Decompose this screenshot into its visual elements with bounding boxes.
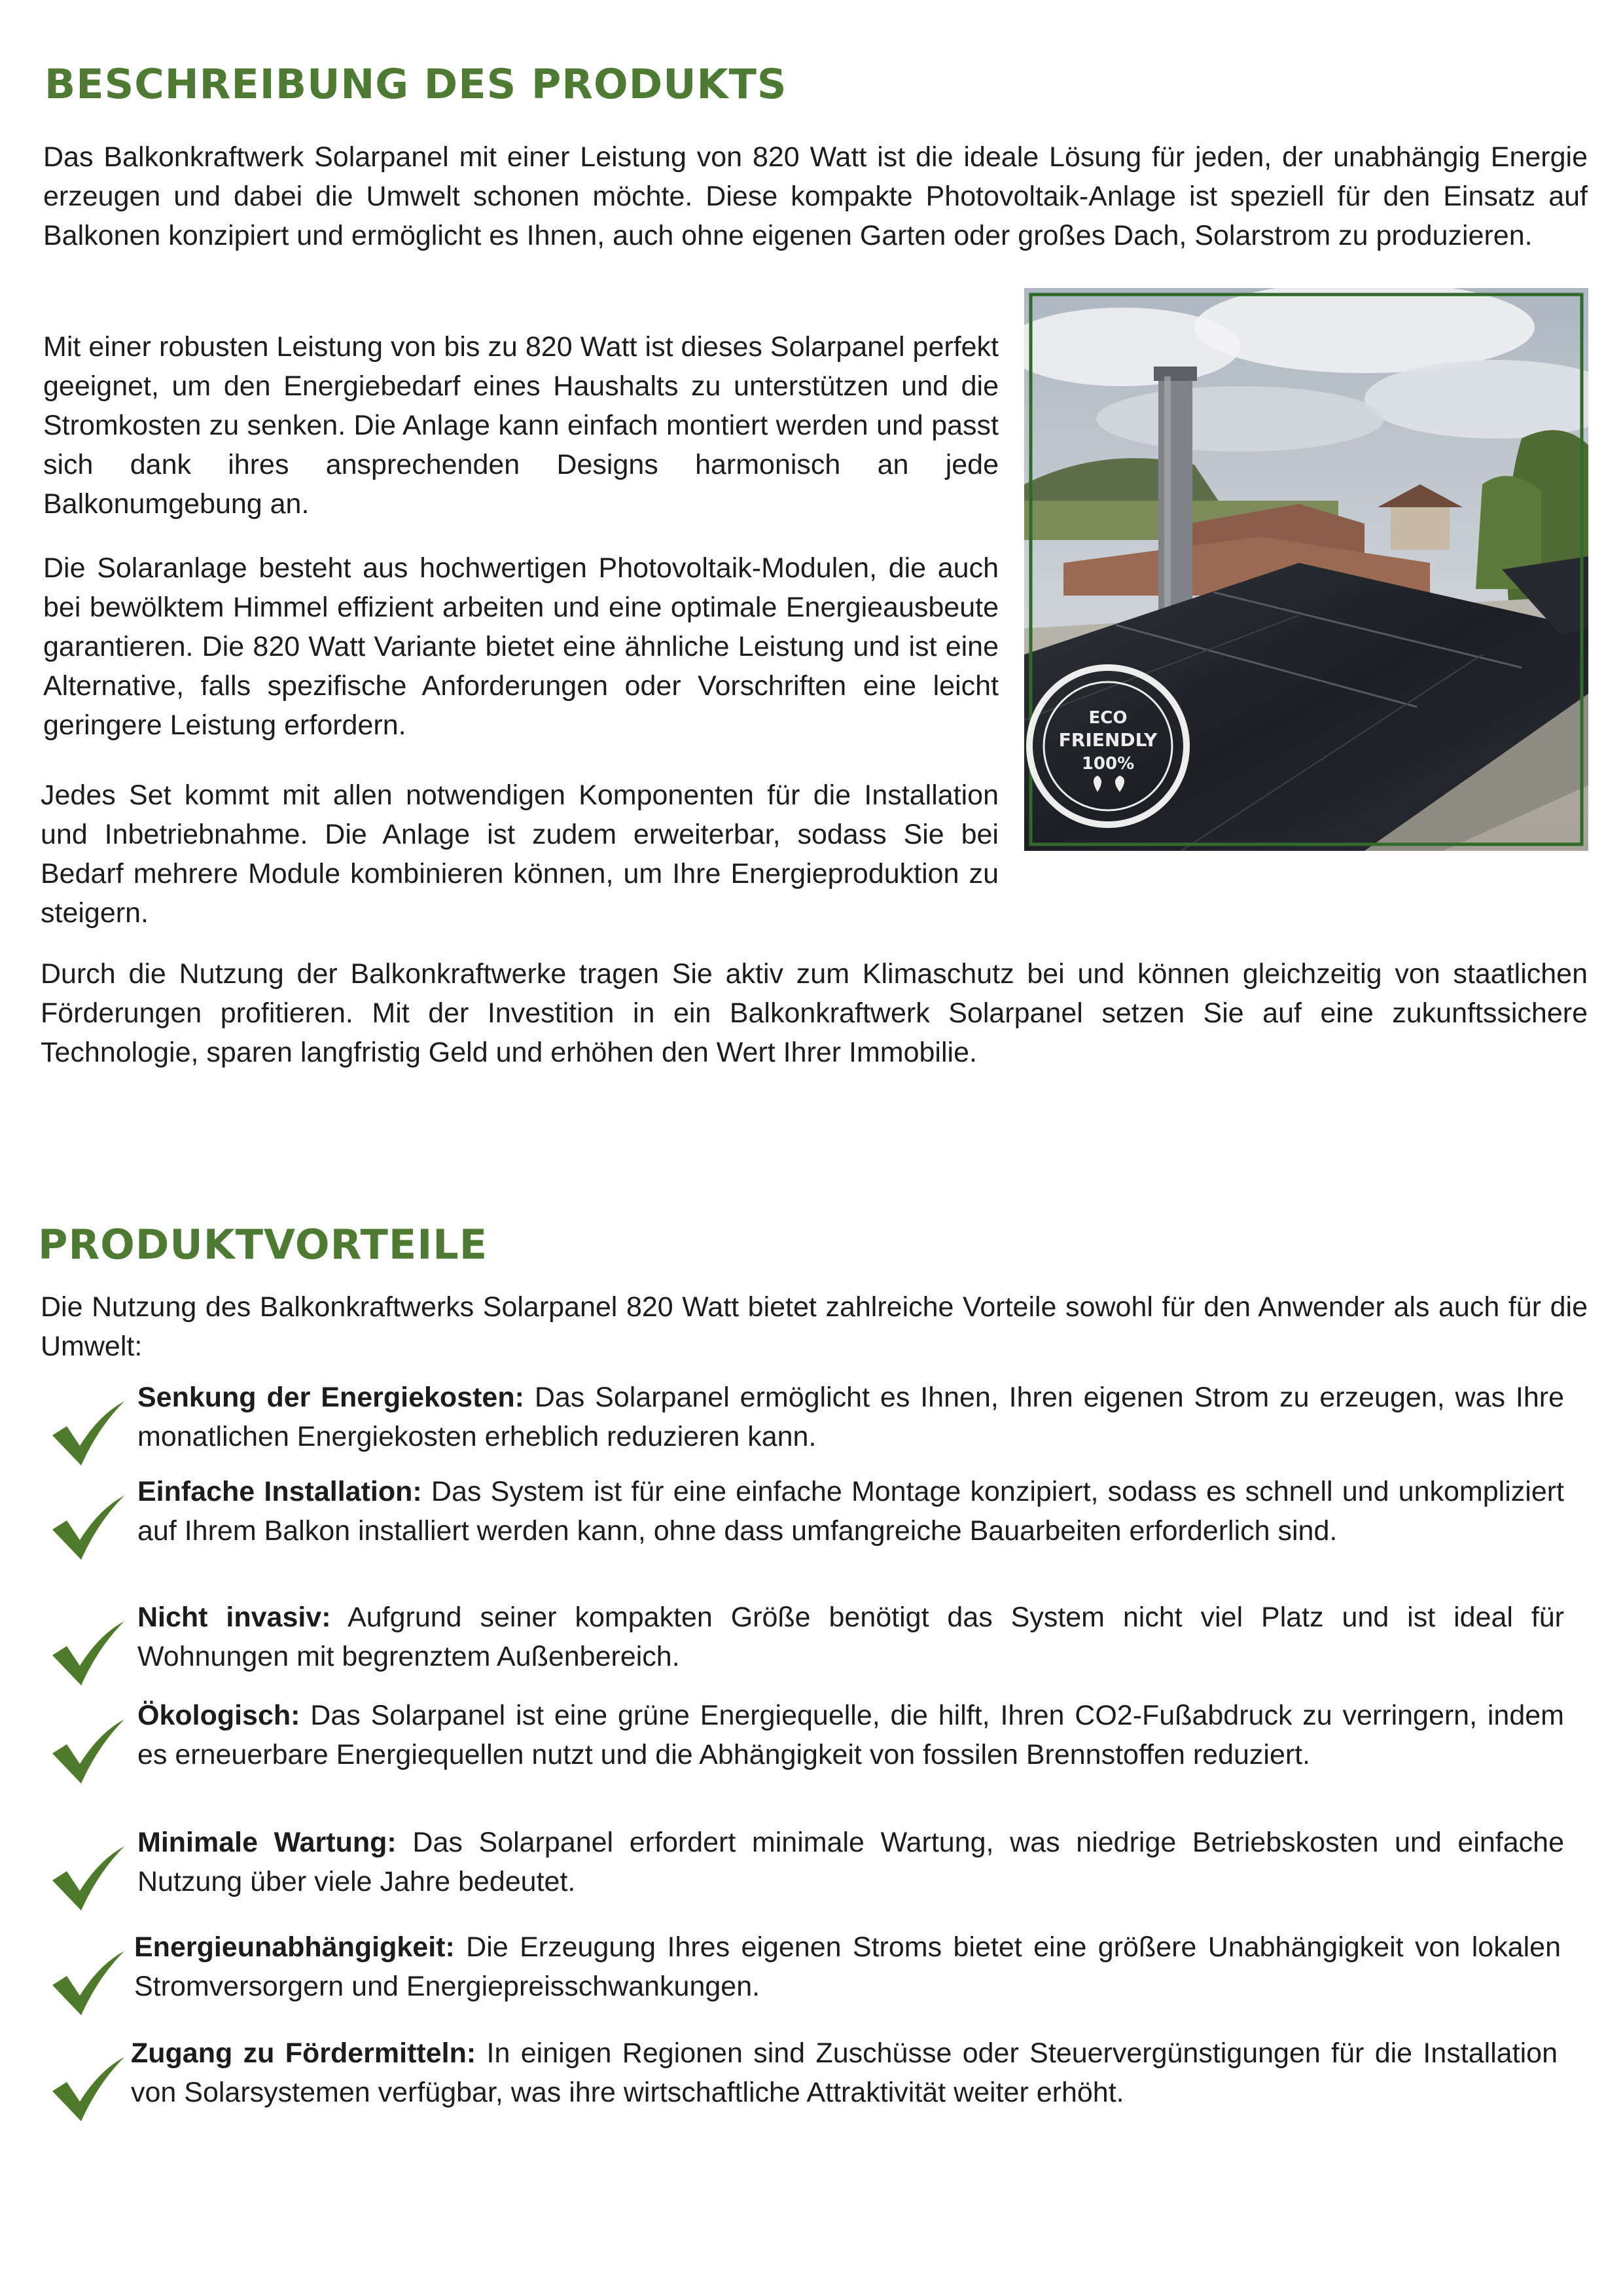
- svg-text:FRIENDLY: FRIENDLY: [1058, 729, 1158, 751]
- benefit-description: Das Solarpanel ermöglicht es Ihnen, Ihren eigenen Strom zu erzeugen, was Ihre monatlichen Energiekosten erheblich reduzieren kann.: [137, 1382, 1564, 1452]
- description-paragraph-4: Jedes Set kommt mit allen notwendigen Komponenten für die Installation und Inbetriebnahme. Die Anlage ist zudem erweiterbar, sodass Sie bei Bedarf mehrere Module kombinieren können, um Ihre Energieproduktion zu steigern.: [41, 780, 999, 929]
- advantages-heading: PRODUKTVORTEILE: [38, 1221, 488, 1268]
- benefit-title: Einfache Installation:: [137, 1476, 422, 1507]
- benefit-title: Energieunabhängigkeit:: [134, 1931, 455, 1963]
- benefit-description: Die Erzeugung Ihres eigenen Stroms bietet eine größere Unabhängigkeit von lokalen Stromversorgern und Energiepreisschwankungen.: [134, 1931, 1561, 2002]
- advantages-intro: Die Nutzung des Balkonkraftwerks Solarpanel 820 Watt bietet zahlreiche Vorteile sowohl für den Anwender als auch für die Umwelt:: [41, 1291, 1588, 1362]
- checkmark-icon: [48, 2053, 127, 2125]
- benefit-title: Senkung der Energiekosten:: [137, 1382, 524, 1413]
- checkmark-icon: [48, 1842, 127, 1914]
- benefit-description: In einigen Regionen sind Zuschüsse oder Steuervergünstigungen für die Installation von Solarsystemen verfügbar, was ihre wirtschaftliche Attraktivität weiter erhöht.: [131, 2037, 1558, 2108]
- checkmark-icon: [48, 1397, 127, 1469]
- benefit-title: Zugang zu Fördermitteln:: [131, 2037, 476, 2069]
- benefit-description: Das Solarpanel erfordert minimale Wartung, was niedrige Betriebskosten und einfache Nutzung über viele Jahre bedeutet.: [137, 1827, 1564, 1897]
- description-paragraph-3: Die Solaranlage besteht aus hochwertigen Photovoltaik-Modulen, die auch bei bewölktem Himmel effizient arbeiten und eine optimale Energieausbeute garantieren. Die 820 Watt Variante bietet eine ähnliche Leistung und ist eine Alternative, falls spezifische Anforderungen oder Vorschriften eine leicht geringere Leistung erfordern.: [43, 552, 999, 741]
- description-heading: BESCHREIBUNG DES PRODUKTS: [45, 60, 787, 108]
- benefit-description: Aufgrund seiner kompakten Größe benötigt das System nicht viel Platz und ist ideal für Wohnungen mit begrenztem Außenbereich.: [137, 1602, 1564, 1672]
- svg-text:100%: 100%: [1081, 754, 1135, 774]
- product-photo: [1024, 288, 1588, 851]
- benefit-description: Das System ist für eine einfache Montage konzipiert, sodass es schnell und unkompliziert auf Ihrem Balkon installiert werden kann, ohne dass umfangreiche Bauarbeiten erforderlich sind.: [137, 1476, 1564, 1547]
- benefit-title: Minimale Wartung:: [137, 1827, 397, 1858]
- checkmark-icon: [48, 1715, 127, 1787]
- benefit-title: Nicht invasiv:: [137, 1602, 331, 1633]
- svg-text:ECO: ECO: [1088, 708, 1128, 728]
- benefit-description: Das Solarpanel ist eine grüne Energiequelle, die hilft, Ihren CO2-Fußabdruck zu verringern, indem es erneuerbare Energiequellen nutzt und die Abhängigkeit von fossilen Brennstoffen reduziert.: [137, 1700, 1564, 1770]
- description-paragraph-1: Das Balkonkraftwerk Solarpanel mit einer Leistung von 820 Watt ist die ideale Lösung für jeden, der unabhängig Energie erzeugen und dabei die Umwelt schonen möchte. Diese kompakte Photovoltaik-Anlage ist speziell für den Einsatz auf Balkonen konzipiert und ermöglicht es Ihnen, auch ohne eigenen Garten oder großes Dach, Solarstrom zu produzieren.: [43, 141, 1588, 251]
- benefit-title: Ökologisch:: [137, 1700, 300, 1731]
- description-paragraph-2: Mit einer robusten Leistung von bis zu 820 Watt ist dieses Solarpanel perfekt geeignet, um den Energiebedarf eines Haushalts zu unterstützen und die Stromkosten zu senken. Die Anlage kann einfach montiert werden und passt sich dank ihres ansprechenden Designs harmonisch an jede Balkonumgebung an.: [43, 331, 999, 520]
- checkmark-icon: [48, 1947, 127, 2019]
- checkmark-icon: [48, 1617, 127, 1689]
- checkmark-icon: [48, 1492, 127, 1564]
- description-paragraph-5: Durch die Nutzung der Balkonkraftwerke tragen Sie aktiv zum Klimaschutz bei und können gleichzeitig von staatlichen Förderungen profitieren. Mit der Investition in ein Balkonkraftwerk Solarpanel setzen Sie auf eine zukunftssichere Technologie, sparen langfristig Geld und erhöhen den Wert Ihrer Immobilie.: [41, 958, 1588, 1068]
